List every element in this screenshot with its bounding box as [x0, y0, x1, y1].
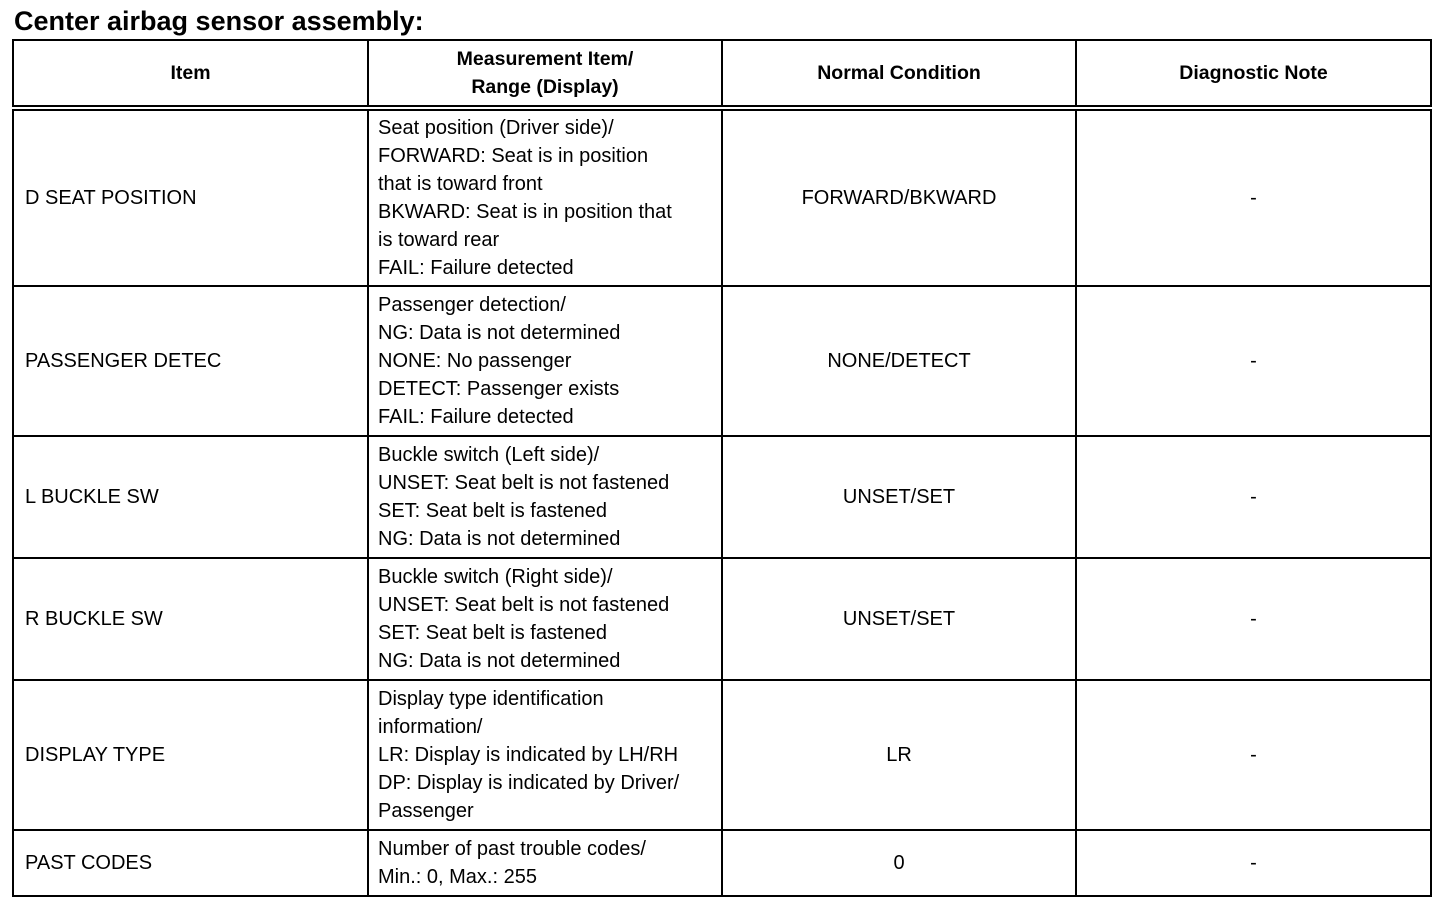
range-line: Number of past trouble codes/ [378, 838, 646, 860]
range-line: NG: Data is not determined [378, 322, 621, 344]
range-line: LR: Display is indicated by LH/RH [378, 744, 679, 766]
data-list-table [12, 39, 1432, 897]
range-line: DETECT: Passenger exists [378, 378, 620, 400]
cell-normal-condition: 0 [722, 830, 1076, 896]
range-line: Buckle switch (Left side)/ [378, 444, 600, 466]
cell-normal-condition: NONE/DETECT [722, 286, 1076, 436]
header-range-line: Range (Display) [471, 76, 619, 98]
cell-measurement-range [368, 286, 722, 436]
range-line: SET: Seat belt is fastened [378, 500, 608, 522]
table-row [13, 286, 1431, 436]
cell-diagnostic-note: - [1076, 108, 1431, 286]
cell-normal-condition: FORWARD/BKWARD [722, 108, 1076, 286]
range-line: BKWARD: Seat is in position that [378, 201, 672, 223]
cell-diagnostic-note: - [1076, 286, 1431, 436]
table-header-row [13, 40, 1431, 108]
cell-normal-condition: UNSET/SET [722, 558, 1076, 680]
cell-diagnostic-note: - [1076, 830, 1431, 896]
range-line: Passenger detection/ [378, 294, 566, 316]
range-line: is toward rear [378, 229, 500, 251]
header-measurement-range [368, 40, 722, 108]
cell-measurement-range [368, 108, 722, 286]
cell-measurement-range [368, 436, 722, 558]
header-diagnostic-note: Diagnostic Note [1076, 40, 1431, 108]
cell-normal-condition: LR [722, 680, 1076, 830]
range-line: UNSET: Seat belt is not fastened [378, 594, 670, 616]
range-line: UNSET: Seat belt is not fastened [378, 472, 670, 494]
range-line: DP: Display is indicated by Driver/ [378, 772, 680, 794]
table-row [13, 830, 1431, 896]
cell-diagnostic-note: - [1076, 436, 1431, 558]
range-line: FORWARD: Seat is in position [378, 145, 649, 167]
cell-diagnostic-note: - [1076, 558, 1431, 680]
range-line: NG: Data is not determined [378, 528, 621, 550]
cell-item: PAST CODES [13, 830, 368, 896]
cell-item: R BUCKLE SW [13, 558, 368, 680]
header-range-line: Measurement Item/ [456, 48, 634, 70]
range-line: Min.: 0, Max.: 255 [378, 866, 537, 888]
header-item: Item [13, 40, 368, 108]
cell-measurement-range [368, 830, 722, 896]
range-line: information/ [378, 716, 483, 738]
cell-item: L BUCKLE SW [13, 436, 368, 558]
range-line: Buckle switch (Right side)/ [378, 566, 613, 588]
cell-item: D SEAT POSITION [13, 108, 368, 286]
cell-item: DISPLAY TYPE [13, 680, 368, 830]
range-line: FAIL: Failure detected [378, 406, 574, 428]
range-line: NG: Data is not determined [378, 650, 621, 672]
cell-diagnostic-note: - [1076, 680, 1431, 830]
range-line: NONE: No passenger [378, 350, 572, 372]
table-row [13, 680, 1431, 830]
cell-normal-condition: UNSET/SET [722, 436, 1076, 558]
range-line: Passenger [378, 800, 474, 822]
cell-measurement-range [368, 558, 722, 680]
page-title: Center airbag sensor assembly: [14, 6, 424, 36]
range-line: that is toward front [378, 173, 543, 195]
range-line: SET: Seat belt is fastened [378, 622, 608, 644]
table-row [13, 108, 1431, 286]
range-line: FAIL: Failure detected [378, 257, 574, 279]
cell-item: PASSENGER DETEC [13, 286, 368, 436]
table-row [13, 436, 1431, 558]
range-line: Seat position (Driver side)/ [378, 117, 614, 139]
table-row [13, 558, 1431, 680]
header-normal-condition: Normal Condition [722, 40, 1076, 108]
cell-measurement-range [368, 680, 722, 830]
range-line: Display type identification [378, 688, 604, 710]
